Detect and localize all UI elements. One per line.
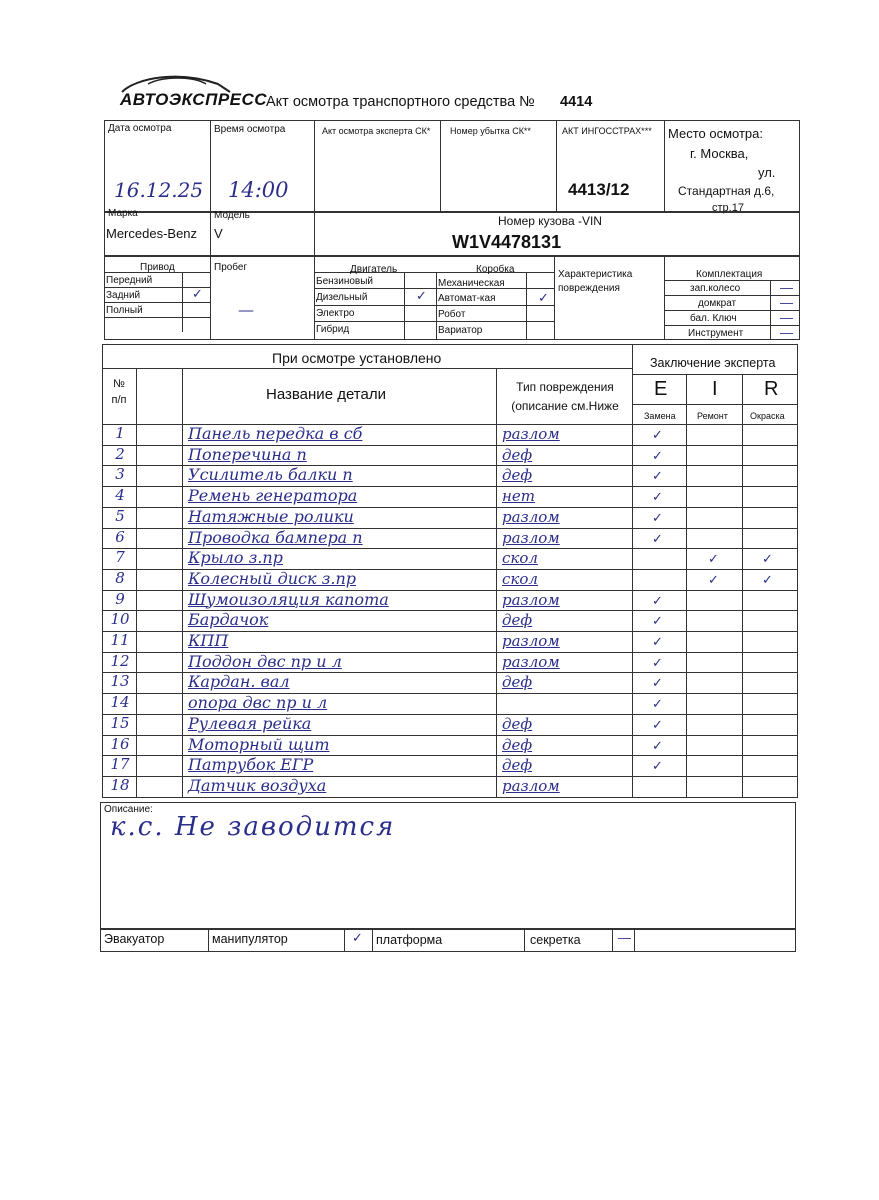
damage-header: Тип повреждения (описание см.Ниже xyxy=(511,380,619,413)
row-replace-mark: ✓ xyxy=(652,489,663,505)
row-replace-mark: ✓ xyxy=(652,654,663,670)
i-header: I xyxy=(712,378,718,400)
row-part-name: Ремень генератора xyxy=(188,486,358,506)
r-header: R xyxy=(764,378,779,400)
row-number: 3 xyxy=(115,465,125,484)
row-replace-mark: ✓ xyxy=(652,447,663,463)
conclusion-title: Заключение эксперта xyxy=(650,356,776,370)
row-damage-type: деф xyxy=(502,735,533,754)
row-number: 4 xyxy=(115,486,125,505)
engine-title: Двигатель xyxy=(350,264,398,275)
manipulator-check: ✓ xyxy=(352,930,363,945)
row-damage-type: скол xyxy=(502,549,538,568)
expert-act-label: Акт осмотра эксперта СК* xyxy=(322,126,431,136)
inspection-title: При осмотре установлено xyxy=(272,350,442,366)
equipment-title: Комплектация xyxy=(696,269,763,280)
gearbox-option-robot: Робот xyxy=(438,309,466,320)
row-number: 2 xyxy=(115,444,125,463)
row-replace-mark: ✓ xyxy=(652,592,663,608)
secret-mark: — xyxy=(618,930,631,945)
loss-number-label: Номер убытка СК** xyxy=(450,126,531,136)
row-number: 1 xyxy=(115,424,125,442)
row-damage-type: скол xyxy=(502,569,538,588)
row-number: 8 xyxy=(115,568,125,587)
manipulator-label: манипулятор xyxy=(212,932,288,946)
row-part-name: Поперечина п xyxy=(188,444,307,464)
row-part-name: Крыло з.пр xyxy=(188,548,283,568)
row-number: 17 xyxy=(110,755,130,774)
damage-characteristics-label: Характеристика повреждения xyxy=(558,269,633,294)
e-subheader: Замена xyxy=(644,411,676,421)
place-label: Место осмотра: xyxy=(668,126,763,141)
row-replace-mark: ✓ xyxy=(652,613,663,629)
evacuation-row xyxy=(100,928,796,952)
row-damage-type: разлом xyxy=(502,425,560,443)
equipment-tools: Инструмент xyxy=(688,328,744,339)
row-replace-mark: ✓ xyxy=(652,509,663,525)
equipment-mark-4: — xyxy=(780,325,793,340)
row-damage-type: разлом xyxy=(502,652,560,671)
vin-label: Номер кузова -VIN xyxy=(498,214,602,228)
description-label: Описание: xyxy=(104,804,153,815)
place-line-1: г. Москва, xyxy=(690,146,749,161)
place-line-4: стр.17 xyxy=(712,202,744,214)
row-part-name: Шумоизоляция капота xyxy=(188,589,389,609)
row-damage-type: деф xyxy=(502,611,533,630)
description-text: к.с. Не заводится xyxy=(110,812,396,842)
document-title: Акт осмотра транспортного средства № xyxy=(266,94,535,110)
row-damage-type: разлом xyxy=(502,632,560,650)
row-damage-type: деф xyxy=(502,466,533,485)
ingos-act-value: 4413/12 xyxy=(568,180,630,199)
gearbox-auto-check: ✓ xyxy=(538,290,549,305)
engine-option-petrol: Бензиновый xyxy=(316,276,373,287)
engine-option-electric: Электро xyxy=(316,308,355,319)
time-value: 14:00 xyxy=(228,178,289,202)
row-part-name: Натяжные ролики xyxy=(188,506,354,526)
row-part-name: Усилитель балки п xyxy=(188,465,353,485)
row-damage-type: разлом xyxy=(502,507,560,526)
make-value: Mercedes-Benz xyxy=(106,226,198,241)
i-subheader: Ремонт xyxy=(697,411,728,421)
row-number: 9 xyxy=(115,589,125,608)
r-subheader: Окраска xyxy=(750,411,785,421)
drive-option-rear: Задний xyxy=(106,290,141,301)
date-label: Дата осмотра xyxy=(108,123,172,134)
row-replace-mark: ✓ xyxy=(652,696,663,712)
row-damage-type: разлом xyxy=(502,776,560,795)
row-replace-mark: ✓ xyxy=(652,468,663,484)
e-header: E xyxy=(654,378,668,400)
logo-text: АВТОЭКСПРЕСС xyxy=(120,90,268,109)
mileage-label: Пробег xyxy=(214,262,248,273)
row-number: 16 xyxy=(110,734,130,753)
make-label: Марка xyxy=(108,208,138,219)
row-number: 14 xyxy=(110,693,130,712)
row-number: 11 xyxy=(110,631,130,649)
drive-option-full: Полный xyxy=(106,305,143,316)
equipment-mark-1: — xyxy=(780,280,793,295)
gearbox-option-manual: Механическая xyxy=(438,278,505,289)
equipment-jack: домкрат xyxy=(698,298,737,309)
drive-option-front: Передний xyxy=(106,275,153,286)
vin-value: W1V4478131 xyxy=(452,232,562,252)
place-line-2: ул. xyxy=(758,165,776,180)
num-header: № п/п xyxy=(111,378,127,406)
row-number: 18 xyxy=(110,775,130,794)
row-paint-mark: ✓ xyxy=(762,551,773,567)
row-damage-type: разлом xyxy=(502,590,560,609)
row-damage-type: деф xyxy=(502,714,533,733)
row-part-name: Колесный диск з.пр xyxy=(188,568,356,588)
equipment-wrench: бал. Ключ xyxy=(690,313,737,324)
row-part-name: Кардан. вал xyxy=(188,672,290,692)
evac-label: Эвакуатор xyxy=(104,932,165,946)
model-label: Модель xyxy=(214,210,250,221)
row-repair-mark: ✓ xyxy=(708,551,719,567)
part-header: Название детали xyxy=(266,386,386,403)
row-part-name: Проводка бампера п xyxy=(188,527,363,547)
row-replace-mark: ✓ xyxy=(652,737,663,753)
row-part-name: Моторный щит xyxy=(188,734,330,754)
row-part-name: опора двс пр и л xyxy=(188,693,328,713)
row-number: 15 xyxy=(110,713,130,732)
gearbox-title: Коробка xyxy=(476,264,515,275)
row-number: 12 xyxy=(110,651,130,670)
row-paint-mark: ✓ xyxy=(762,571,773,587)
equipment-spare-wheel: зап.колесо xyxy=(690,283,741,294)
time-label: Время осмотра xyxy=(214,124,286,135)
row-number: 13 xyxy=(110,672,130,691)
row-damage-type: деф xyxy=(502,445,533,464)
row-number: 5 xyxy=(115,506,125,525)
ingos-act-label: АКТ ИНГОССТРАХ*** xyxy=(562,126,652,136)
drive-title: Привод xyxy=(140,262,175,273)
row-number: 6 xyxy=(115,527,125,546)
equipment-mark-3: — xyxy=(780,310,793,325)
row-replace-mark: ✓ xyxy=(652,716,663,732)
row-part-name: Датчик воздуха xyxy=(188,775,327,795)
date-value: 16.12.25 xyxy=(114,178,204,202)
equipment-mark-2: — xyxy=(780,295,793,310)
document-number: 4414 xyxy=(560,94,593,110)
mileage-value: — xyxy=(238,300,254,319)
row-damage-type: нет xyxy=(502,487,535,506)
engine-option-hybrid: Гибрид xyxy=(316,324,350,335)
row-part-name: Бардачок xyxy=(188,610,269,630)
row-part-name: КПП xyxy=(188,631,229,650)
engine-diesel-check: ✓ xyxy=(416,288,427,303)
secret-label: секретка xyxy=(530,933,581,947)
engine-option-diesel: Дизельный xyxy=(316,292,368,303)
row-part-name: Рулевая рейка xyxy=(188,713,312,733)
row-replace-mark: ✓ xyxy=(652,758,663,774)
company-logo xyxy=(118,72,268,112)
row-damage-type: деф xyxy=(502,756,533,775)
place-line-3: Стандартная д.6, xyxy=(678,184,775,198)
model-value: V xyxy=(214,226,223,241)
row-part-name: Патрубок ЕГР xyxy=(188,755,314,775)
row-damage-type: разлом xyxy=(502,528,560,547)
drive-rear-check: ✓ xyxy=(192,286,203,301)
row-part-name: Поддон двс пр и л xyxy=(188,651,342,671)
row-replace-mark: ✓ xyxy=(652,634,663,649)
row-replace-mark: ✓ xyxy=(652,427,663,442)
row-number: 10 xyxy=(110,610,130,629)
row-damage-type: деф xyxy=(502,673,533,692)
gearbox-option-cvt: Вариатор xyxy=(438,325,483,336)
row-repair-mark: ✓ xyxy=(708,571,719,587)
platform-label: платформа xyxy=(376,933,443,947)
row-replace-mark: ✓ xyxy=(652,530,663,546)
row-replace-mark: ✓ xyxy=(652,675,663,691)
gearbox-option-auto: Автомат-кая xyxy=(438,293,496,304)
row-part-name: Панель передка в сб xyxy=(188,424,363,443)
row-number: 7 xyxy=(115,548,125,567)
